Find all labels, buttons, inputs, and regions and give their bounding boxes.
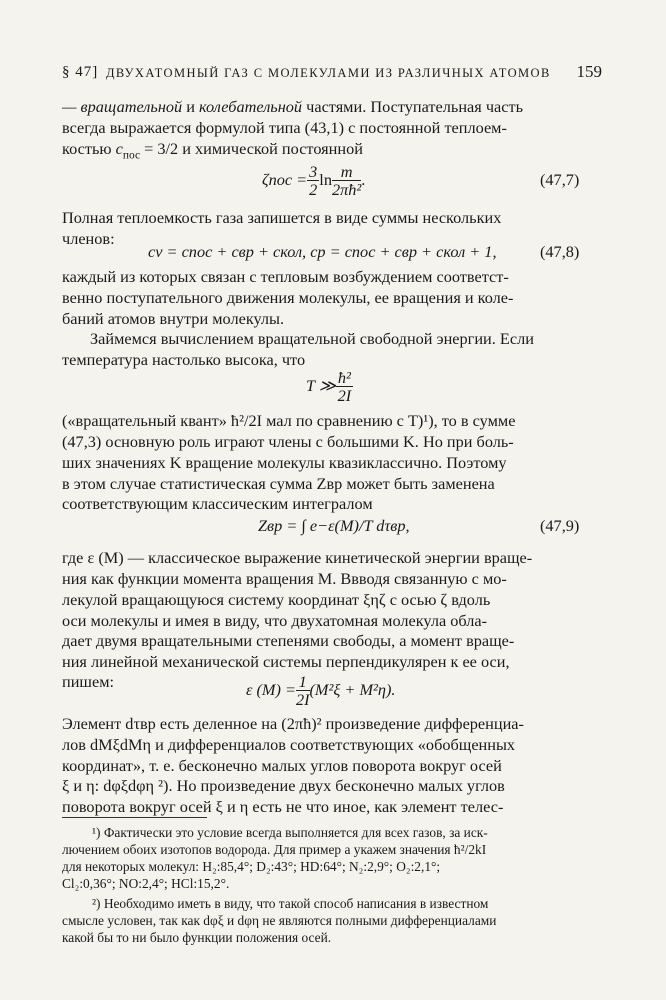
- equation-label: (47,7): [540, 170, 580, 189]
- text-line: ния как функции момента вращения M. Ввводя связанную с мо-: [62, 569, 507, 588]
- text-span: костью: [62, 139, 116, 158]
- text-line: пишем:: [62, 672, 115, 691]
- denominator: 2I: [337, 385, 352, 405]
- text-line: координат», т. е. бесконечно малых углов поворота вокруг осей: [62, 756, 502, 775]
- numerator: 3: [309, 161, 318, 181]
- text-line: дает двумя вращательными степенями свободы, а момент враще-: [62, 631, 515, 650]
- text-line: поворота вокруг осей ξ и η есть не что иное, как элемент телес-: [62, 797, 504, 816]
- text-line: где ε (M) — классическое выражение кинетической энергии враще-: [62, 548, 533, 567]
- text-line: оси молекулы и имея в виду, что двухатомная молекула обла-: [62, 611, 488, 630]
- text-line: [62, 96, 523, 117]
- text-line: ших значениях K вращение молекулы квазиклассично. Поэтому: [62, 453, 507, 472]
- text-line: каждый из которых связан с тепловым возбуждением соответст-: [62, 267, 509, 286]
- footnote-line: лючением обоих изотопов водорода. Для пример а укажем значения ħ²/2kI: [62, 842, 487, 857]
- text-line: всегда выражается формулой типа (43,1) с постоянной теплоем-: [62, 118, 507, 137]
- equation-label: (47,8): [540, 242, 580, 261]
- formula-47-7: [262, 160, 365, 200]
- text-line: («вращательный квант» ħ²/2I мал по сравнению с T)¹), то в сумме: [62, 411, 516, 430]
- formula-text: ln: [319, 170, 332, 189]
- formula-text: .: [361, 170, 366, 189]
- text-line: Элемент dτвр есть деленное на (2πħ)² произведение дифференциа-: [62, 714, 524, 733]
- footnote-line: для некоторых молекул: H₂:85,4°; D₂:43°; HD:64°; N₂:2,9°; O₂:2,1°;: [62, 859, 441, 874]
- text-span: частями. Поступательная часть: [302, 97, 523, 116]
- text-span: = 3/2 и химической постоянной: [140, 139, 363, 158]
- denominator: 2I: [295, 689, 310, 709]
- text-span: колебательной: [199, 97, 303, 116]
- footnote-line: ²) Необходимо иметь в виду, что такой способ написания в известном: [92, 896, 489, 911]
- section-number: § 47]: [62, 64, 99, 80]
- fraction: [307, 163, 319, 198]
- text-line: баний атомов внутри молекулы.: [62, 309, 285, 328]
- text-line: соответствующим классическим интегралом: [62, 494, 373, 513]
- text-span: — вращательной: [62, 97, 183, 116]
- numerator: ħ²: [337, 367, 351, 387]
- running-title: ДВУХАТОМНЫЙ ГАЗ С МОЛЕКУЛАМИ ИЗ РАЗЛИЧНЫХ АТОМОВ: [106, 66, 551, 80]
- footnote-line: ¹) Фактически это условие всегда выполняется для всех газов, за иск-: [92, 825, 488, 840]
- formula-condition: [306, 366, 353, 406]
- text-line: Полная теплоемкость газа запишется в виде суммы нескольких: [62, 208, 502, 227]
- text-line: температура настолько высока, что: [62, 350, 306, 369]
- numerator: 1: [296, 673, 310, 691]
- text-line: в этом случае статистическая сумма Zвр может быть заменена: [62, 474, 495, 493]
- numerator: m: [332, 163, 361, 181]
- formula-47-8: cv = cпос + cвр + cкол, cp = cпос + cвр + cкол + 1,: [148, 242, 497, 261]
- footnote-line: какой бы то ни было функции положения осей.: [62, 930, 332, 945]
- formula-text: ζпос =: [262, 170, 308, 189]
- text-line: венно поступательного движения молекулы, ее вращения и коле-: [62, 288, 514, 307]
- footnote-rule: [62, 817, 207, 818]
- fraction: [296, 673, 310, 708]
- text-span: и: [182, 97, 200, 116]
- footnote-line: Cl₂:0,36°; NO:2,4°; HCl:15,2°.: [62, 876, 230, 891]
- running-head: [62, 60, 602, 88]
- text-line: лекулой вращающуюся систему координат ξηζ с осью ζ вдоль: [62, 590, 491, 609]
- formula-text: (M²ξ + M²η).: [309, 680, 396, 699]
- denominator: 2πħ²: [331, 179, 362, 199]
- footnote-line: смысле условен, так как dφξ и dφη не являются полными дифференциалами: [62, 913, 497, 928]
- text-line: Займемся вычислением вращательной свободной энергии. Если: [90, 329, 534, 348]
- equation-label: (47,9): [540, 516, 580, 535]
- page-number: 159: [576, 62, 602, 81]
- formula-energy: [246, 668, 396, 712]
- formula-47-9: Zвр = ∫ e−ε(M)/T dτвр,: [258, 516, 410, 535]
- text-span: c: [115, 139, 123, 158]
- formula-text: T ≫: [306, 376, 336, 395]
- formula-text: ε (M) =: [246, 680, 296, 699]
- text-line: (47,3) основную роль играют члены с большими K. Но при боль-: [62, 432, 514, 451]
- fraction: [336, 369, 353, 404]
- text-line: лов dMξdMη и дифференциалов соответствующих «обобщенных: [62, 735, 516, 754]
- text-span: пос: [122, 149, 141, 162]
- text-line: ния линейной механической системы перпендикулярен к ее оси,: [62, 652, 510, 671]
- text-line: членов:: [62, 229, 115, 248]
- fraction: [332, 163, 361, 198]
- text-line: ξ и η: dφξdφη ²). Но произведение двух бесконечно малых углов: [62, 776, 505, 795]
- denominator: 2: [309, 179, 318, 199]
